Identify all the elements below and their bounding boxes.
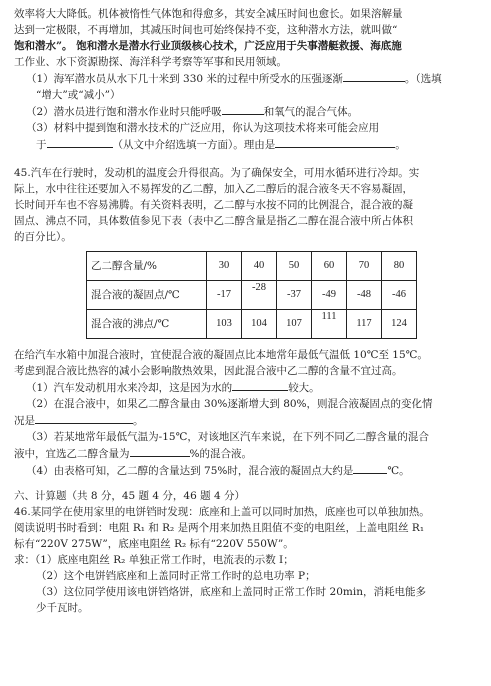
question-46-3-cont: 少千瓦时。 (36, 602, 89, 614)
table-cell: 60 (312, 252, 347, 281)
spacer (14, 153, 475, 165)
question-45-text: 考虑到混合液比热容的减小会影响散热效果，因此混合液中乙二醇的含量不宜过高。 (14, 365, 403, 377)
question-45-3-cont: 液中，宜选乙二醇含量为 %的混合液。 (14, 445, 475, 462)
question-45-2: （2）在混合液中，如果乙二醇含量由 30%逐渐增大到 80%，则混合液凝固点的变化情 (26, 398, 433, 410)
question-46-3: （3）这位同学使用该电饼铛烙饼，底座和上盖同时正常工作时 20min，消耗电能多 (36, 586, 426, 598)
table-cell: 107 (277, 310, 312, 339)
table-row (87, 310, 417, 339)
question-45-1: （1）汽车发动机用水来冷却，这是因为水的 较大。 (14, 379, 475, 396)
answer-blank[interactable] (232, 379, 288, 391)
passage-line (14, 38, 475, 54)
question-45-intro: 际上，水中往往还要加入不易挥发的乙二醇，加入乙二醇后的混合液冬天不容易凝固， (14, 183, 413, 195)
table-cell: 80 (382, 252, 417, 281)
glycol-data-table (86, 251, 417, 339)
table-cell: 40 (242, 252, 277, 281)
question-45-intro: 的百分比）。 (14, 231, 72, 243)
answer-blank[interactable] (353, 462, 387, 474)
question-46-2: （2）这个电饼铛底座和上盖同时正常工作时的总电功率 P； (36, 570, 316, 582)
question-45-intro: 长时间开车也不容易沸腾。有关资料表明，乙二醇与水按不同的比例混合，混合液的凝 (14, 199, 413, 211)
table-row (87, 281, 417, 310)
table-header-label: 乙二醇含量/% (87, 252, 207, 281)
table-cell: -49 (312, 281, 347, 310)
table-cell-value: -28 (252, 282, 266, 293)
table-row-label: 混合液的凝固点/℃ (87, 281, 207, 310)
question-46-text: 标有“220V 275W”，底座电阻丝 R₂ 标有“220V 550W”。 (14, 538, 294, 550)
section-heading: 六、计算题（共 8 分，45 题 4 分，46 题 4 分） (14, 490, 245, 502)
table-cell: -37 (277, 281, 312, 310)
answer-blank[interactable] (343, 70, 405, 82)
passage-bold: 饱和潜水”。 饱和潜水是潜水行业顶级核心技术，广泛应用于失事潜艇救援、海底施 (14, 40, 402, 52)
table-cell: 104 (242, 310, 277, 339)
question-45-intro: 固点、沸点不同，具体数值参见下表（表中乙二醇含量是指乙二醇在混合液中所占体积 (14, 215, 413, 227)
question-45-text: 在给汽车水箱中加混合液时，宜使混合液的凝固点比本地常年最低气温低 10℃至 15℃。 (14, 349, 428, 361)
question-45-4: （4）由表格可知，乙二醇的含量达到 75%时，混合液的凝固点大约是 ℃。 (14, 462, 475, 479)
table-cell: 103 (207, 310, 242, 339)
question-45-2-cont: 况是 。 (14, 412, 475, 429)
passage-line: 工作业、水下资源勘探、海洋科学考察等军事和民用领域。 (14, 56, 287, 68)
table-row-label: 混合液的沸点/℃ (87, 310, 207, 339)
table-cell (312, 310, 347, 339)
table-cell: 117 (347, 310, 382, 339)
question-46-1: 求：（1）底座电阻丝 R₂ 单独正常工作时，电流表的示数 I； (14, 554, 294, 566)
question-46-text: 46.某同学在使用家里的电饼铛时发现：底座和上盖可以同时加热，底座也可以单独加热。 (14, 506, 430, 518)
table-cell: 124 (382, 310, 417, 339)
answer-blank[interactable] (222, 103, 264, 115)
question-44-3-cont: 于 （从文中介绍选填一方面）。理由是 。 (14, 136, 475, 153)
question-44-2: （2）潜水员进行饱和潜水作业时只能呼吸 和氧气的混合气体。 (14, 103, 475, 120)
table-row (87, 252, 417, 281)
answer-blank[interactable] (130, 445, 190, 457)
table-cell: 70 (347, 252, 382, 281)
table-cell: -17 (207, 281, 242, 310)
table-cell-value: 111 (321, 311, 337, 322)
answer-blank[interactable] (47, 136, 113, 148)
table-cell: -46 (382, 281, 417, 310)
question-46-text: 阅读说明书时看到：电阻 R₁ 和 R₂ 是两个用来加热且阻值不变的电阻丝，上盖电阻丝 R₁ (14, 522, 425, 534)
question-45-intro: 45.汽车在行驶时，发动机的温度会升得很高。为了确保安全，可用水循环进行冷却。实 (14, 167, 420, 179)
question-45-3: （3）若某地常年最低气温为-15℃，对该地区汽车来说，在下列不同乙二醇含量的混合 (26, 431, 429, 443)
table-cell: 30 (207, 252, 242, 281)
question-44-1: （1）海军潜水员从水下几十米到 330 米的过程中所受水的压强逐渐 。（选填 (14, 70, 475, 87)
question-44-1-options: “增大”或“减小”） (36, 89, 121, 101)
answer-blank[interactable] (35, 412, 133, 424)
spacer (14, 479, 475, 488)
table-cell (242, 281, 277, 310)
passage-line: 达到一定极限，不再增加，其减压时间也可始终保持不变，这种潜水方法，就叫做“ (14, 24, 398, 36)
table-cell: 50 (277, 252, 312, 281)
question-44-3: （3）材料中提到饱和潜水技术的广泛应用，你认为这项技术将来可能会应用 (26, 122, 380, 134)
table-cell: -48 (347, 281, 382, 310)
answer-blank[interactable] (275, 136, 395, 148)
passage-line: 效率将大大降低。机体被惰性气体饱和得愈多，其安全减压时间也愈长。如果溶解量 (14, 8, 403, 20)
